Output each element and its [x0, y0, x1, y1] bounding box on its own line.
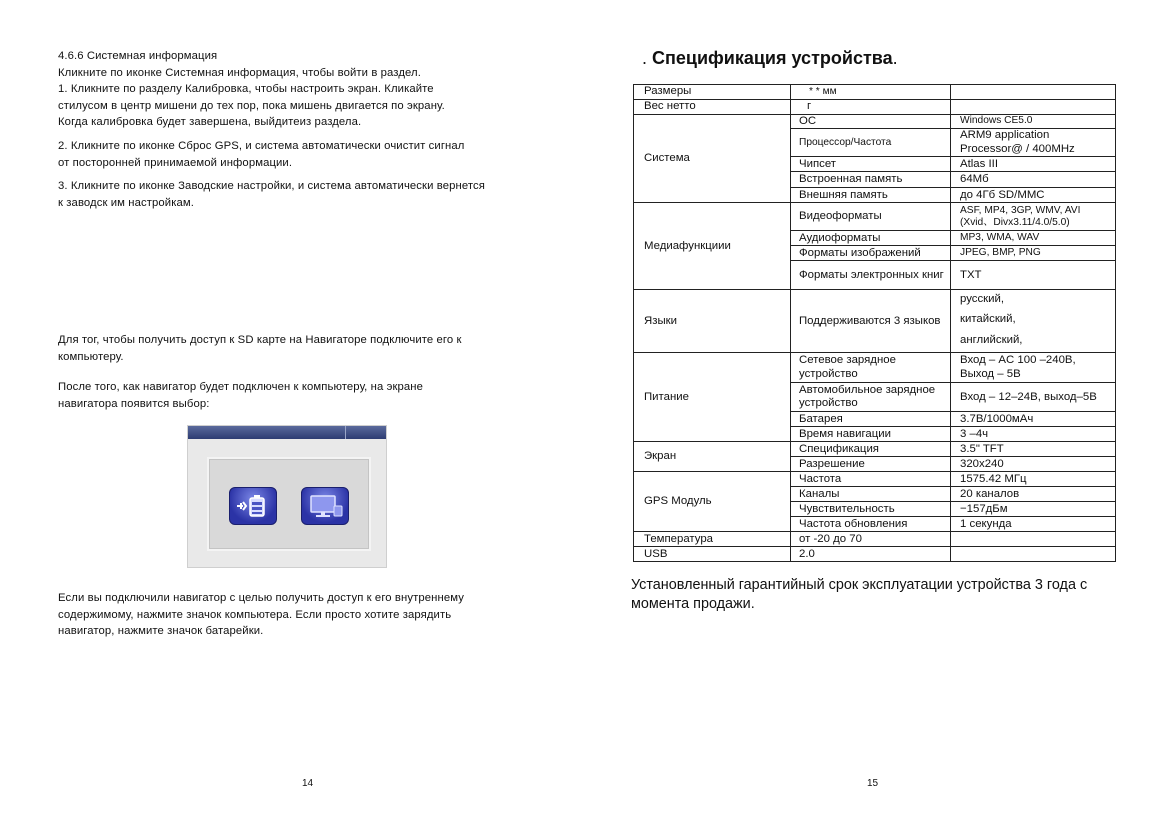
table-cell: Каналы [791, 487, 951, 502]
table-cell: Автомобильное зарядное устройство [791, 383, 951, 412]
choice-paragraph [58, 590, 558, 640]
table-cell: русский, [951, 290, 1116, 310]
table-cell: английский, [951, 329, 1116, 353]
table-cell: г [791, 99, 951, 114]
table-cell: JPEG, BMP, PNG [951, 246, 1116, 261]
table-row [634, 85, 1116, 100]
connect-paragraph [58, 379, 558, 412]
page-number: 14 [302, 778, 314, 789]
table-cell: 320x240 [951, 457, 1116, 472]
table-cell: Языки [634, 290, 791, 353]
table-cell: от -20 до 70 [791, 532, 951, 547]
text-line: к заводск им настройкам. [58, 196, 194, 209]
text-line: от посторонней принимаемой информации. [58, 156, 293, 169]
section-heading: 4.6.6 Системная информация [58, 50, 218, 62]
table-row [634, 203, 1116, 231]
table-cell: Частота обновления [791, 517, 951, 532]
table-cell: Видеоформаты [791, 203, 951, 231]
table-cell: Спецификация [791, 442, 951, 457]
table-cell: TXT [951, 261, 1116, 290]
table-cell: 1575.42 МГц [951, 472, 1116, 487]
table-row [634, 114, 1116, 129]
gps-reset-paragraph [58, 138, 558, 171]
table-cell: Температура [634, 532, 791, 547]
text-line: Если вы подключили навигатор с целью получить доступ к его внутреннему [58, 592, 464, 604]
text-line: 2. Кликните по иконке Сброс GPS, и система автоматически очистит сигнал [58, 140, 465, 152]
table-cell: 64Мб [951, 172, 1116, 188]
table-cell: Вес нетто [634, 99, 791, 114]
table-cell: Время навигации [791, 427, 951, 442]
table-cell: Форматы изображений [791, 246, 951, 261]
table-cell: Система [634, 114, 791, 203]
table-cell: Частота [791, 472, 951, 487]
table-cell: Экран [634, 442, 791, 472]
table-cell: ОС [791, 114, 951, 129]
table-cell: Поддерживаются 3 языков [791, 290, 951, 353]
text-line: навигатор, нажмите значок батарейки. [58, 625, 264, 637]
table-row [634, 472, 1116, 487]
table-cell: Чипсет [791, 157, 951, 172]
spec-table [633, 84, 1116, 562]
table-cell: Чувствительность [791, 502, 951, 517]
table-row [634, 547, 1116, 562]
table-cell: 3 –4ч [951, 427, 1116, 442]
table-cell: ASF, MP4, 3GP, WMV, AVI (Xvid、Divx3.11/4.0/5.0) [951, 203, 1116, 231]
table-cell: Внешняя память [791, 188, 951, 203]
table-cell: Аудиоформаты [791, 231, 951, 246]
system-info-section [58, 48, 558, 131]
text-line: навигатора появится выбор: [58, 397, 210, 410]
table-cell: GPS Модуль [634, 472, 791, 532]
text-line: Когда калибровка будет завершена, выйдитеиз раздела. [58, 116, 362, 128]
table-cell: Размеры [634, 85, 791, 100]
battery-charge-icon [230, 488, 276, 524]
computer-connect-button[interactable] [301, 487, 349, 525]
table-cell: 2.0 [791, 547, 951, 562]
table-cell: Встроенная память [791, 172, 951, 188]
text-line: 3. Кликните по иконке Заводские настройки, и система автоматически вернется [58, 180, 485, 192]
table-cell: MP3, WMA, WAV [951, 231, 1116, 246]
table-row [634, 99, 1116, 114]
table-cell: −157дБм [951, 502, 1116, 517]
table-cell: 3.5" TFT [951, 442, 1116, 457]
text-line: содержимому, нажмите значок компьютера. Если просто хотите зарядить [58, 608, 452, 621]
dialog-panel [207, 457, 371, 551]
table-row [634, 442, 1116, 457]
text-line: 1. Кликните по разделу Калибровка, чтобы настроить экран. Кликайте [58, 83, 434, 95]
table-cell: Разрешение [791, 457, 951, 472]
table-row [634, 353, 1116, 383]
table-row [634, 290, 1116, 310]
table-cell: до 4Гб SD/MMC [951, 188, 1116, 203]
table-cell: * * мм [791, 85, 951, 100]
table-row [634, 532, 1116, 547]
factory-settings-paragraph [58, 178, 558, 211]
warranty-text: Установленный гарантийный срок эксплуатации устройства 3 года с момента продажи. [631, 577, 1088, 612]
table-cell: 20 каналов [951, 487, 1116, 502]
table-cell: ARM9 application Processor@ / 400MHz [951, 129, 1116, 157]
table-cell: Windows CE5.0 [951, 114, 1116, 129]
table-cell: Процессор/Частота [791, 129, 951, 157]
table-cell: Вход – AC 100 –240В, Выход – 5В [951, 353, 1116, 383]
usb-connection-dialog [187, 425, 387, 568]
table-cell [951, 99, 1116, 114]
computer-icon [302, 488, 348, 524]
right-page [583, 0, 1166, 826]
dialog-titlebar [188, 426, 386, 439]
table-cell: 1 секунда [951, 517, 1116, 532]
text-line: Для тог, чтобы получить доступ к SD карте на Навигаторе подключите его к [58, 334, 462, 346]
table-cell: Медиафункциии [634, 203, 791, 290]
table-cell: Сетевое зарядное устройство [791, 353, 951, 383]
table-cell: USB [634, 547, 791, 562]
table-cell [951, 532, 1116, 547]
table-cell: китайский, [951, 310, 1116, 329]
table-cell: Вход – 12–24В, выход–5В [951, 383, 1116, 412]
text-line: Кликните по иконке Системная информация, чтобы войти в раздел. [58, 66, 421, 79]
table-cell: 3.7В/1000мАч [951, 412, 1116, 427]
table-cell [951, 547, 1116, 562]
battery-charge-button[interactable] [229, 487, 277, 525]
table-cell: Питание [634, 353, 791, 442]
table-cell [951, 85, 1116, 100]
table-cell: Батарея [791, 412, 951, 427]
table-cell: Atlas III [951, 157, 1116, 172]
text-line: После того, как навигатор будет подключен к компьютеру, на экране [58, 381, 424, 393]
text-line: компьютеру. [58, 350, 124, 363]
text-line: стилусом в центр мишени до тех пор, пока мишень двигается по экрану. [58, 99, 445, 112]
page-number: 15 [867, 778, 879, 789]
page-title: . Спецификация устройства. [642, 48, 898, 68]
table-cell: Форматы электронных книг [791, 261, 951, 290]
sd-card-paragraph [58, 332, 558, 365]
